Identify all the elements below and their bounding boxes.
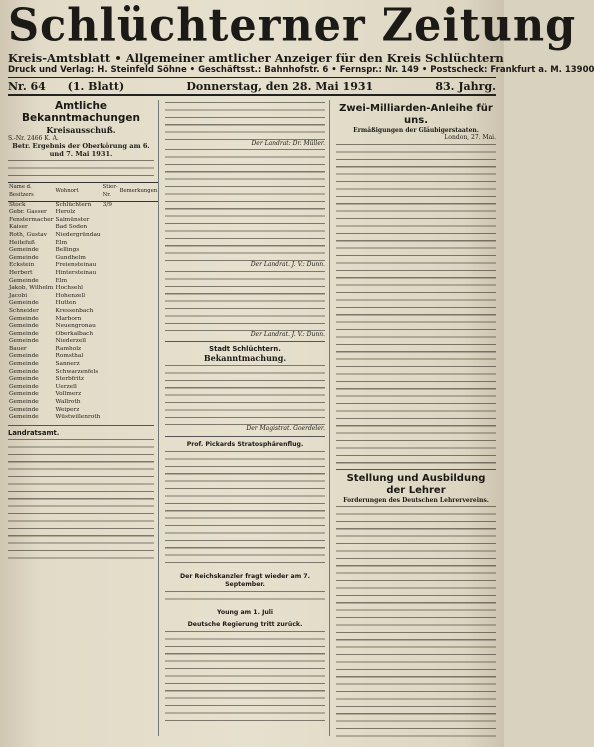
owner-cell: Bauer — [9, 345, 27, 352]
issue-date: Donnerstag, den 28. Mai 1931 — [186, 80, 374, 93]
col-header-owner: Name d. Besitzers — [8, 183, 55, 201]
notice-intro-text — [8, 160, 154, 182]
issue-label: Nr. 64 — [8, 80, 46, 93]
column-news — [336, 100, 496, 736]
number-cell — [102, 224, 119, 232]
remarks-cell — [119, 224, 159, 232]
number-cell — [102, 369, 119, 377]
owner-cell: Eckstein — [9, 262, 35, 269]
remarks-cell — [119, 270, 159, 278]
landratsamt-heading: Landratsamt. — [8, 428, 60, 437]
remarks-cell — [119, 407, 159, 415]
number-cell — [102, 414, 119, 422]
notice-text-3 — [165, 271, 325, 331]
owner-cell: Gemeinde — [9, 391, 39, 398]
table-row — [8, 255, 158, 263]
place-cell: Schwarzenfels — [55, 368, 99, 375]
masthead-title: Schlüchterner Zeitung — [8, 0, 577, 53]
remarks-cell — [119, 384, 159, 392]
remarks-cell — [119, 293, 159, 301]
table-row — [8, 300, 158, 308]
pickard-text — [165, 451, 325, 569]
table-row — [8, 217, 158, 225]
table-row — [8, 353, 158, 361]
place-cell: Hohenzell — [55, 292, 86, 299]
remarks-cell — [119, 247, 159, 255]
owner-cell: Gemeinde — [9, 277, 39, 284]
landratsamt-text — [8, 439, 154, 559]
owner-cell: Gemeinde — [9, 361, 39, 368]
table-row — [8, 376, 158, 384]
regierung-text — [165, 631, 325, 721]
table-header-row — [8, 183, 158, 201]
owner-cell: Gemeinde — [9, 414, 39, 421]
number-cell — [102, 323, 119, 331]
place-cell: Herolz — [55, 209, 76, 216]
number-cell — [102, 247, 119, 255]
table-row — [8, 338, 158, 346]
table-row — [8, 308, 158, 316]
place-cell: Hintersteinau — [55, 269, 97, 276]
table-row — [8, 399, 158, 407]
hindenburg-text — [165, 591, 325, 605]
signature-3: Der Landrat. J. V.: Dunn. — [250, 330, 325, 338]
number-cell — [102, 316, 119, 324]
owner-cell: Gemeinde — [9, 376, 39, 383]
remarks-cell — [119, 369, 159, 377]
remarks-cell — [119, 285, 159, 293]
masthead-subtitle: Kreis-Amtsblatt • Allgemeiner amtlicher Anzeiger für den Kreis Schlüchtern — [8, 51, 504, 65]
owner-cell: Kaiser — [9, 224, 28, 231]
owner-cell: Jacobi — [9, 292, 28, 299]
table-row — [8, 361, 158, 369]
remarks-cell — [119, 323, 159, 331]
table-row — [8, 323, 158, 331]
city-heading: Stadt Schlüchtern. — [209, 345, 281, 354]
place-cell: Wallroth — [55, 399, 81, 406]
table-row — [8, 316, 158, 324]
table-row — [8, 209, 158, 217]
remarks-cell — [119, 300, 159, 308]
owner-cell: Gemeinde — [9, 368, 39, 375]
number-cell — [102, 278, 119, 286]
number-cell — [102, 293, 119, 301]
signature-2: Der Landrat. J. V.: Dunn. — [250, 261, 325, 269]
headline-loan: Zwei-Milliarden-Anleihe für uns. — [339, 103, 493, 126]
remarks-cell — [119, 414, 159, 422]
place-cell: Freiensteinau — [55, 262, 97, 269]
volume-label: 83. Jahrg. — [435, 80, 496, 93]
place-cell: Wüstwillenroth — [55, 414, 101, 421]
number-cell — [102, 308, 119, 316]
number-cell — [102, 217, 119, 225]
col-header-place: Wohnort — [55, 183, 102, 201]
number-cell — [102, 232, 119, 240]
remarks-cell — [119, 262, 159, 270]
notice-title: Betr. Ergebnis der Oberkörung am 6. und 7. Mai 1931. — [12, 142, 150, 159]
teachers-article-text — [336, 506, 496, 742]
city-signature: Der Magistrat. Goerdeler. — [246, 425, 325, 433]
place-cell: Vollmerz — [55, 391, 82, 398]
remarks-cell — [119, 376, 159, 384]
notice-text-1 — [165, 102, 325, 140]
remarks-cell — [119, 346, 159, 354]
table-row — [8, 293, 158, 301]
place-cell: Niederzell — [55, 338, 86, 345]
owner-cell: Gemeinde — [9, 323, 39, 330]
place-cell: Niedergründau — [55, 231, 101, 238]
divider — [8, 425, 154, 426]
table-row — [8, 369, 158, 377]
young-heading: Young am 1. Juli — [216, 608, 274, 616]
table-row — [8, 224, 158, 232]
number-cell — [102, 209, 119, 217]
number-cell — [102, 300, 119, 308]
place-cell: Gundhelm — [55, 254, 86, 261]
number-cell — [102, 240, 119, 248]
place-cell: Hochsehl — [55, 285, 84, 292]
owner-cell: Roth, Gustav — [9, 231, 48, 238]
remarks-cell — [119, 308, 159, 316]
owner-cell: Gemeinde — [9, 300, 39, 307]
place-cell: Romsthal — [55, 353, 84, 360]
divider — [336, 469, 496, 470]
remarks-cell — [119, 361, 159, 369]
col-header-remarks: Bemerkungen — [119, 183, 159, 201]
table-row — [8, 262, 158, 270]
city-notice-text — [165, 365, 325, 425]
remarks-cell — [119, 316, 159, 324]
table-body — [8, 201, 158, 422]
place-cell: Sannerz — [55, 361, 80, 368]
remarks-cell — [119, 391, 159, 399]
place-cell: Sterbfritz — [55, 376, 84, 383]
stud-table — [8, 182, 158, 421]
number-cell — [102, 391, 119, 399]
divider — [165, 436, 325, 437]
owner-cell: Herbert — [9, 269, 33, 276]
number-cell — [102, 262, 119, 270]
number-cell — [102, 331, 119, 339]
owner-cell: Gemeinde — [9, 353, 39, 360]
number-cell — [102, 338, 119, 346]
number-cell — [102, 270, 119, 278]
owner-cell: Heitefuß — [9, 239, 35, 246]
table-row — [8, 331, 158, 339]
section-heading: Amtliche Bekanntmachungen — [22, 100, 140, 124]
column-official-notices — [8, 100, 159, 736]
regierung-heading: Deutsche Regierung tritt zurück. — [187, 620, 303, 628]
table-row — [8, 240, 158, 248]
place-cell: Marborn — [55, 315, 82, 322]
owner-cell: Gemeinde — [9, 399, 39, 406]
city-subheading: Bekanntmachung. — [203, 353, 287, 364]
news-dateline: London, 27. Mai. — [444, 134, 496, 142]
number-cell — [102, 346, 119, 354]
subline-loan: Ermäßigungen der Gläubigerstaaten. — [353, 127, 479, 134]
sheet-label: (1. Blatt) — [67, 80, 125, 93]
owner-cell: Gemeinde — [9, 254, 39, 261]
owner-cell: Gemeinde — [9, 383, 39, 390]
owner-cell: Gemeinde — [9, 338, 39, 345]
place-cell: Elm — [55, 239, 68, 246]
remarks-cell — [119, 209, 159, 217]
number-cell — [102, 255, 119, 263]
remarks-cell — [119, 232, 159, 240]
table-row — [8, 285, 158, 293]
divider — [165, 341, 325, 342]
owner-cell: Gebr. Gasser — [9, 209, 47, 216]
remarks-cell — [119, 201, 159, 209]
owner-cell: Jakob, Wilhelm — [9, 285, 54, 292]
place-cell: Ramholz — [55, 345, 82, 352]
headline-teachers: Stellung und Ausbildung der Lehrer — [346, 472, 486, 496]
number-cell — [102, 384, 119, 392]
signature-1: Der Landrat: Dr. Müller. — [251, 140, 325, 147]
columns — [8, 100, 496, 736]
number-cell: 3/9 — [102, 201, 112, 208]
hindenburg-heading: Der Reichskanzler fragt wieder am 7. September. — [180, 572, 310, 588]
remarks-cell — [119, 255, 159, 263]
number-cell — [102, 399, 119, 407]
remarks-cell — [119, 338, 159, 346]
loan-article-text — [336, 144, 496, 466]
table-row — [8, 201, 158, 209]
place-cell: Oberkalbach — [55, 330, 94, 337]
place-cell: Schlüchtern — [55, 201, 92, 208]
subline-teachers: Forderungen des Deutschen Lehrervereins. — [343, 496, 489, 504]
notice-ref: S.-Nr. 2466 K. A. — [8, 135, 59, 142]
remarks-cell — [119, 240, 159, 248]
issue-number — [8, 80, 124, 93]
place-cell: Neuengronau — [55, 323, 96, 330]
number-cell — [102, 285, 119, 293]
place-cell: Weiperz — [55, 406, 80, 413]
table-row — [8, 414, 158, 422]
table-row — [8, 278, 158, 286]
table-row — [8, 270, 158, 278]
owner-cell: Gemeinde — [9, 315, 39, 322]
owner-cell: Gemeinde — [9, 330, 39, 337]
table-row — [8, 346, 158, 354]
dateline — [8, 78, 496, 96]
owner-cell: Gemeinde — [9, 247, 39, 254]
notice-text-2 — [165, 149, 325, 261]
table-row — [8, 384, 158, 392]
place-cell: Hutten — [55, 300, 77, 307]
table-row — [8, 232, 158, 240]
table-row — [8, 391, 158, 399]
place-cell: Kressenbach — [55, 307, 94, 314]
owner-cell: Schneider — [9, 307, 39, 314]
place-cell: Elm — [55, 277, 68, 284]
place-cell: Salmünster — [55, 216, 90, 223]
number-cell — [102, 361, 119, 369]
remarks-cell — [119, 217, 159, 225]
remarks-cell — [119, 331, 159, 339]
pickard-heading: Prof. Pickards Stratosphärenflug. — [186, 440, 304, 448]
section-subheading: Kreisausschuß. — [46, 125, 116, 135]
remarks-cell — [119, 278, 159, 286]
col-header-number: Stier-Nr. — [102, 183, 119, 201]
place-cell: Uerzell — [55, 383, 77, 390]
number-cell — [102, 407, 119, 415]
table-row — [8, 247, 158, 255]
place-cell: Bellings — [55, 247, 80, 254]
publisher-line: Druck und Verlag: H. Steinfeld Söhne • Geschäftsst.: Bahnhofstr. 6 • Fernspr.: Nr. 149 • Postscheck: Frankfurt a. M. 13900 — [8, 65, 496, 78]
owner-cell: Fenstermacher — [9, 216, 54, 223]
number-cell — [102, 376, 119, 384]
remarks-cell — [119, 399, 159, 407]
number-cell — [102, 353, 119, 361]
owner-cell: Stock — [9, 201, 26, 208]
column-notices — [165, 100, 330, 736]
remarks-cell — [119, 353, 159, 361]
owner-cell: Gemeinde — [9, 406, 39, 413]
place-cell: Bad Soden — [55, 224, 88, 231]
table-row — [8, 407, 158, 415]
